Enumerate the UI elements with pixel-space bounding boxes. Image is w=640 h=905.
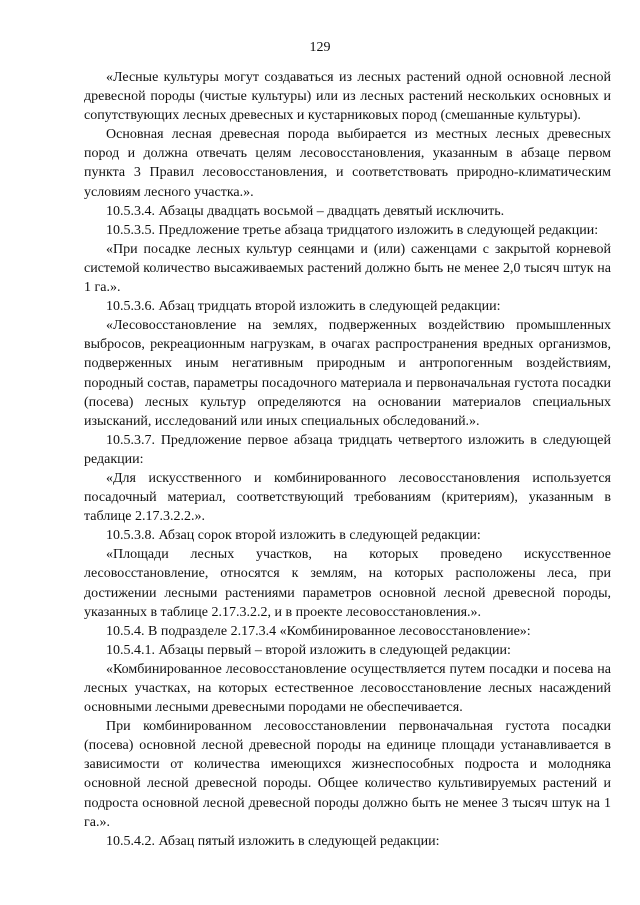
- paragraph: 10.5.3.6. Абзац тридцать второй изложить в следующей редакции:: [106, 299, 501, 315]
- paragraph: «Площади лесных участков, на которых проведено искусственное лесовосстановление, относятся к землям, на которых расположены леса, при достижении лесными растениями параметров основной лесной древесной породы, указанных в таблице 2.17.3.2.2, и в проекте лесовосстановления.».: [84, 547, 611, 620]
- paragraph: 10.5.4.2. Абзац пятый изложить в следующей редакции:: [106, 833, 440, 849]
- paragraph: «Лесные культуры могут создаваться из лесных растений одной основной лесной древесной породы (чистые культуры) или из лесных растений нескольких основных и сопутствующих лесных древесных и кустарниковых пород (смешанные культуры).: [84, 70, 611, 124]
- paragraph: 10.5.4.1. Абзацы первый – второй изложить в следующей редакции:: [106, 642, 511, 658]
- paragraph: 10.5.3.5. Предложение третье абзаца тридцатого изложить в следующей редакции:: [106, 222, 599, 238]
- paragraph: «Лесовосстановление на землях, подверженных воздействию промышленных выбросов, рекреационным нагрузкам, в очагах распространения вредных организмов, подверженных иным негативным природным и антропогенным воздействиям, породный состав, параметры посадочного материала и первоначальная густота посадки (посева) лесных культур определяются на основании материалов специальных изысканий, исследований или иных специальных обследований.».: [84, 318, 611, 429]
- paragraph: 10.5.3.4. Абзацы двадцать восьмой – двадцать девятый исключить.: [106, 203, 505, 219]
- document-body: [84, 68, 611, 851]
- paragraph: «Для искусственного и комбинированного лесовосстановления используется посадочный материал, соответствующий требованиям (критериям), указанным в таблице 2.17.3.2.2.».: [84, 470, 611, 525]
- paragraph: При комбинированном лесовосстановлении первоначальная густота посадки (посева) основной лесной древесной породы на единице площади устанавливается в зависимости от количества имеющихся жизнеспособных подроста и молодняка основной лесной древесной породы. Общее количество культивируемых растений и подроста основной лесной древесной породы должно быть не менее 3 тысяч штук на 1 га.».: [84, 719, 611, 830]
- paragraph: 10.5.3.7. Предложение первое абзаца тридцать четвертого изложить в следующей редакции:: [84, 432, 611, 467]
- paragraph: «Комбинированное лесовосстановление осуществляется путем посадки и посева на лесных участках, на которых естественное лесовосстановление лесных насаждений основными лесными древесными породами не обеспечивается.: [84, 661, 611, 716]
- page-number: 129: [309, 40, 331, 55]
- paragraph: «При посадке лесных культур сеянцами и (или) саженцами с закрытой корневой системой количество высаживаемых растений должно быть не менее 2,0 тысяч штук на 1 га.».: [84, 241, 611, 296]
- paragraph: 10.5.4. В подразделе 2.17.3.4 «Комбинированное лесовосстановление»:: [106, 623, 531, 639]
- paragraph: 10.5.3.8. Абзац сорок второй изложить в следующей редакции:: [106, 528, 481, 544]
- paragraph: Основная лесная древесная порода выбирается из местных лесных древесных пород и должна отвечать целям лесовосстановления, указанным в абзаце первом пункта 3 Правил лесовосстановления, и соответствовать природно-климатическим условиям лесного участка.».: [84, 127, 611, 200]
